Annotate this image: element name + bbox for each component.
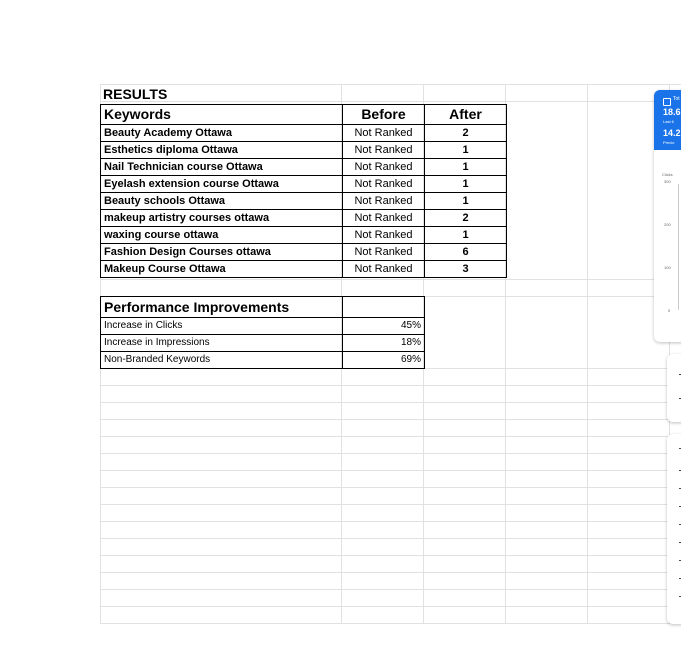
- table-row: [101, 210, 507, 227]
- performance-table: [100, 296, 425, 369]
- keyword-cell[interactable]: Eyelash extension course Ottawa: [101, 176, 343, 193]
- keyword-cell[interactable]: Fashion Design Courses ottawa: [101, 244, 343, 261]
- before-cell[interactable]: Not Ranked: [343, 210, 425, 227]
- metric-cell[interactable]: Increase in Impressions: [101, 335, 343, 352]
- value-cell[interactable]: 18%: [343, 335, 425, 352]
- before-cell[interactable]: Not Ranked: [343, 193, 425, 210]
- side-card[interactable]: [667, 354, 681, 422]
- tick-label: 0: [668, 308, 671, 313]
- keywords-header-row: [101, 105, 507, 125]
- table-row: [101, 244, 507, 261]
- before-cell[interactable]: Not Ranked: [343, 159, 425, 176]
- side-card[interactable]: [667, 434, 681, 624]
- keyword-cell[interactable]: waxing course ottawa: [101, 227, 343, 244]
- value-cell[interactable]: 69%: [343, 352, 425, 369]
- tick-label: 300: [664, 179, 671, 184]
- keyword-cell[interactable]: Nail Technician course Ottawa: [101, 159, 343, 176]
- table-row: [101, 142, 507, 159]
- after-cell[interactable]: 1: [425, 142, 507, 159]
- after-cell[interactable]: 3: [425, 261, 507, 278]
- keywords-header[interactable]: Keywords: [101, 105, 343, 125]
- previous-value: 14.2: [663, 128, 681, 138]
- total-period-label: Last 6: [663, 119, 674, 124]
- before-cell[interactable]: Not Ranked: [343, 244, 425, 261]
- before-cell[interactable]: Not Ranked: [343, 176, 425, 193]
- before-cell[interactable]: Not Ranked: [343, 142, 425, 159]
- before-cell[interactable]: Not Ranked: [343, 227, 425, 244]
- performance-title[interactable]: Performance Improvements: [101, 297, 343, 318]
- metric-cell[interactable]: Non-Branded Keywords: [101, 352, 343, 369]
- after-cell[interactable]: 2: [425, 210, 507, 227]
- after-header[interactable]: After: [425, 105, 507, 125]
- keywords-table: [100, 104, 507, 278]
- table-row: [101, 352, 425, 369]
- total-value: 18.6: [663, 107, 681, 117]
- before-cell[interactable]: Not Ranked: [343, 125, 425, 142]
- metric-cell[interactable]: Increase in Clicks: [101, 318, 343, 335]
- value-cell[interactable]: 45%: [343, 318, 425, 335]
- table-row: [101, 335, 425, 352]
- total-clicks-card[interactable]: [654, 90, 681, 150]
- table-row: [101, 193, 507, 210]
- after-cell[interactable]: 1: [425, 227, 507, 244]
- keyword-cell[interactable]: Esthetics diploma Ottawa: [101, 142, 343, 159]
- tick-label: 100: [664, 265, 671, 270]
- table-row: [101, 159, 507, 176]
- table-row: [101, 125, 507, 142]
- keyword-cell[interactable]: Beauty schools Ottawa: [101, 193, 343, 210]
- after-cell[interactable]: 6: [425, 244, 507, 261]
- table-row: [101, 261, 507, 278]
- after-cell[interactable]: 1: [425, 159, 507, 176]
- after-cell[interactable]: 2: [425, 125, 507, 142]
- total-label: Tot: [673, 96, 680, 102]
- chart-axis: [678, 184, 679, 310]
- keyword-cell[interactable]: Makeup Course Ottawa: [101, 261, 343, 278]
- before-cell[interactable]: Not Ranked: [343, 261, 425, 278]
- keyword-cell[interactable]: Beauty Academy Ottawa: [101, 125, 343, 142]
- performance-header-empty-cell[interactable]: [343, 297, 425, 318]
- tick-label: 200: [664, 222, 671, 227]
- keyword-cell[interactable]: makeup artistry courses ottawa: [101, 210, 343, 227]
- checkbox-icon[interactable]: [663, 98, 671, 106]
- performance-header-row: [101, 297, 425, 318]
- table-row: [101, 318, 425, 335]
- table-row: [101, 176, 507, 193]
- table-row: [101, 227, 507, 244]
- previous-period-label: Previo: [663, 140, 675, 145]
- after-cell[interactable]: 1: [425, 176, 507, 193]
- performance-chart-widget[interactable]: [654, 90, 681, 342]
- axis-title: Clicks: [662, 172, 673, 177]
- results-title[interactable]: RESULTS: [103, 86, 168, 102]
- after-cell[interactable]: 1: [425, 193, 507, 210]
- before-header[interactable]: Before: [343, 105, 425, 125]
